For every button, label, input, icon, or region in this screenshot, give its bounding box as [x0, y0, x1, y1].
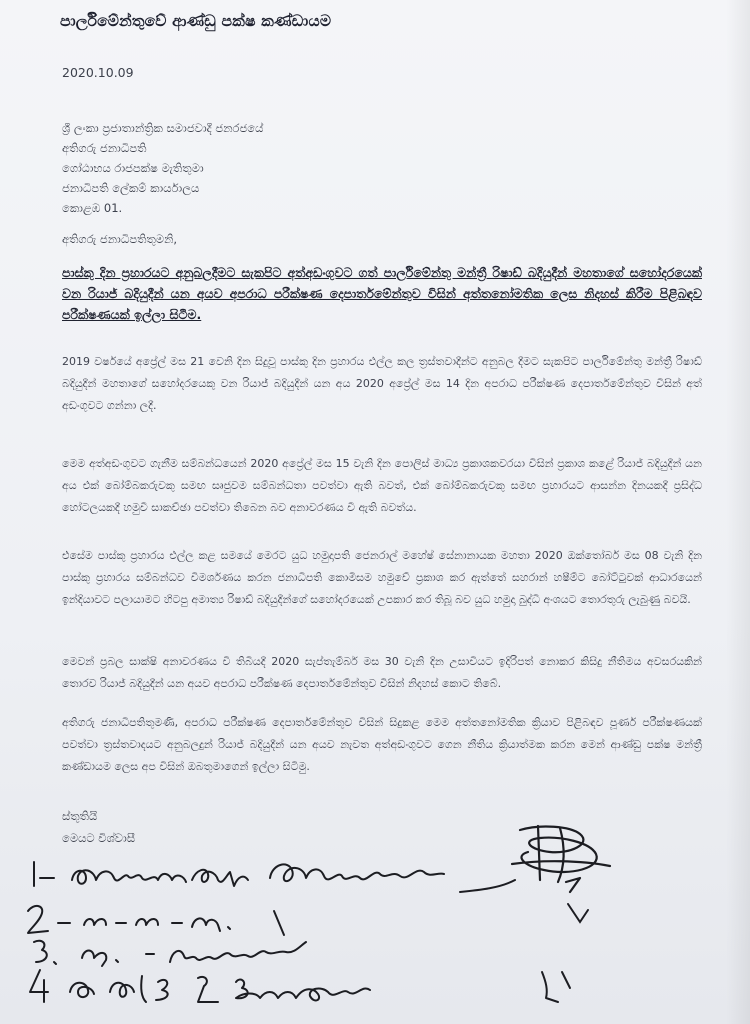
handwritten-signature-1	[20, 850, 520, 899]
addressee-line: ජනාධිපති ලේකම් කාර්යාලය	[62, 181, 200, 195]
addressee-line: ශ්‍රී ලංකා ප්‍රජාතාන්ත්‍රික සමාජවාදී ජනරජයේ	[62, 121, 264, 135]
closing-faithfully: මෙයට විශ්වාසී	[62, 831, 136, 845]
addressee-line: ගෝඨාභය රාජපක්ෂ මැතිතුමා	[62, 161, 204, 175]
handwritten-signature-4	[22, 962, 622, 1016]
addressee-line: අතිගරු ජනාධිපති	[62, 141, 147, 155]
addressee-line: කොළඹ 01.	[62, 201, 123, 215]
handwritten-mark	[560, 900, 620, 934]
body-paragraph: මෙවන් ප්‍රබල සාක්ෂි අනාවරණය වී තිබියදී 2020 සැප්තැම්බර් මස 30 වැනි දින උසාවියට ඉදිරිපත් නොකර කිසිදු නීතිමය අවසරයකින් තොරව රියාජ් බදියුදීන් යන අයව අපරාධ පරීක්ෂණ දෙපාර්තමේන්තුව විසින් නිදහස් කොට තිබේ.	[62, 655, 702, 690]
subject-heading: පාස්කු දින ප්‍රහාරයට අනුබලදීමට සැකපිට අත්අඩංගුවට ගත් පාර්ලිමේන්තු මන්ත්‍රී රිෂාඩ් බදියුදීන් මහතාගේ සහෝදරයෙක් වන රියාජ් බදියුදීන් යන අයව අපරාධ පරීක්ෂණ දෙපාර්තමේන්තුව විසින් අත්තනෝමතික ලෙස නිදහස් කිරීම පිළිබඳව පරීක්ෂණයක් ඉල්ලා සිටීම.	[62, 265, 702, 322]
body-paragraph: එසේම පාස්කු ප්‍රහාරය එල්ල කළ සමයේ මෙරට යුධ හමුදාපති ජෙනරාල් මහේෂ් සේනානායක මහතා 2020 ඔක්තෝබර් මස 08 වැනි දින පාස්කු ප්‍රහාරය සම්බන්ධව විමර්ශණය කරන ජනාධිපති කොමිසම හමුවේ ප්‍රකාශ කර ඇත්තේ සහරාන් හෂීම්ට බෝට්ටුවක් ආධාරයෙන් ඉන්දියාවට පලායාමට හිටපු අමාත්‍ය රිෂාඩ් බදියුදීන්ගේ සහෝදරයෙක් උපකාර කර තිබූ බව යුධ හමුදා බුද්ධි අංශයට තොරතුරු ලැබුණු බවයි.	[62, 549, 702, 606]
page-edge-shadow	[726, 0, 750, 1024]
letter-date: 2020.10.09	[62, 65, 134, 80]
salutation: අතිගරු ජනාධිපතිතුමනි,	[62, 232, 178, 246]
letterhead-title: පාර්ලිමේන්තුවේ ආණ්ඩු පක්ෂ කණ්ඩායම	[60, 12, 332, 30]
closing-thanks: ස්තුතියි	[62, 809, 98, 823]
body-paragraph: මෙම අත්අඩංගුවට ගැනීම සම්බන්ධයෙන් 2020 අප්‍රේල් මස 15 වැනි දින පොලිස් මාධ්‍ය ප්‍රකාශකවරයා විසින් ප්‍රකාශ කළේ රියාජ් බදියුදීන් යන අය එක් බෝම්බකරුවකු සමඟ සෘජුවම සම්බන්ධතා පවත්වා ඇති බවත්, එක් බෝම්බකරුවකු සමඟ ප්‍රහාරයට ආසන්න දිනයකදී ප්‍රසිද්ධ හෝටලයකදී හමුවී සාකච්ඡා පවත්වා තිබෙන බව අනාවරණය වී ඇති බවත්ය.	[62, 457, 702, 514]
addressee-block	[62, 118, 263, 218]
body-paragraph: 2019 වර්ෂයේ අප්‍රේල් මස 21 වෙනි දින සිදුවූ පාස්කු දින ප්‍රහාරය එල්ල කල ත්‍රස්තවාදීන්ට අනුබල දීමට සැකපිට පාර්ලිමේන්තු මන්ත්‍රී රිෂාඩ් බදියුදීන් මහතාගේ සහෝදරයෙකු වන රියාජ් බදියුදීන් යන අය 2020 අප්‍රේල් මස 14 දින අපරාධ පරීක්ෂණ දෙපාර්තමේන්තුව විසින් අත් අඩංගුවට ගන්නා ලදී.	[62, 355, 702, 412]
closing-block	[62, 805, 135, 849]
body-paragraph: අතිගරු ජනාධිපතිතුමණි, අපරාධ පරීක්ෂණ දෙපාර්තමේන්තුව විසින් සිදුකළ මෙම අත්තනෝමතික ක්‍රියාව පිළිබඳව පූර්ණ පරීක්ෂණයක් පවත්වා ත්‍රස්තවාදයට අනුබලදුන් රියාජ් බදියුදීන් යන අයව නැවත අත්අඩංගුවට ගෙන නීතිය ක්‍රියාත්මක කරන මෙන් ආණ්ඩු පක්ෂ මන්ත්‍රී කණ්ඩායම ලෙස අප විසින් ඔබතුමාගෙන් ඉල්ලා සිටිමු.	[62, 716, 702, 773]
